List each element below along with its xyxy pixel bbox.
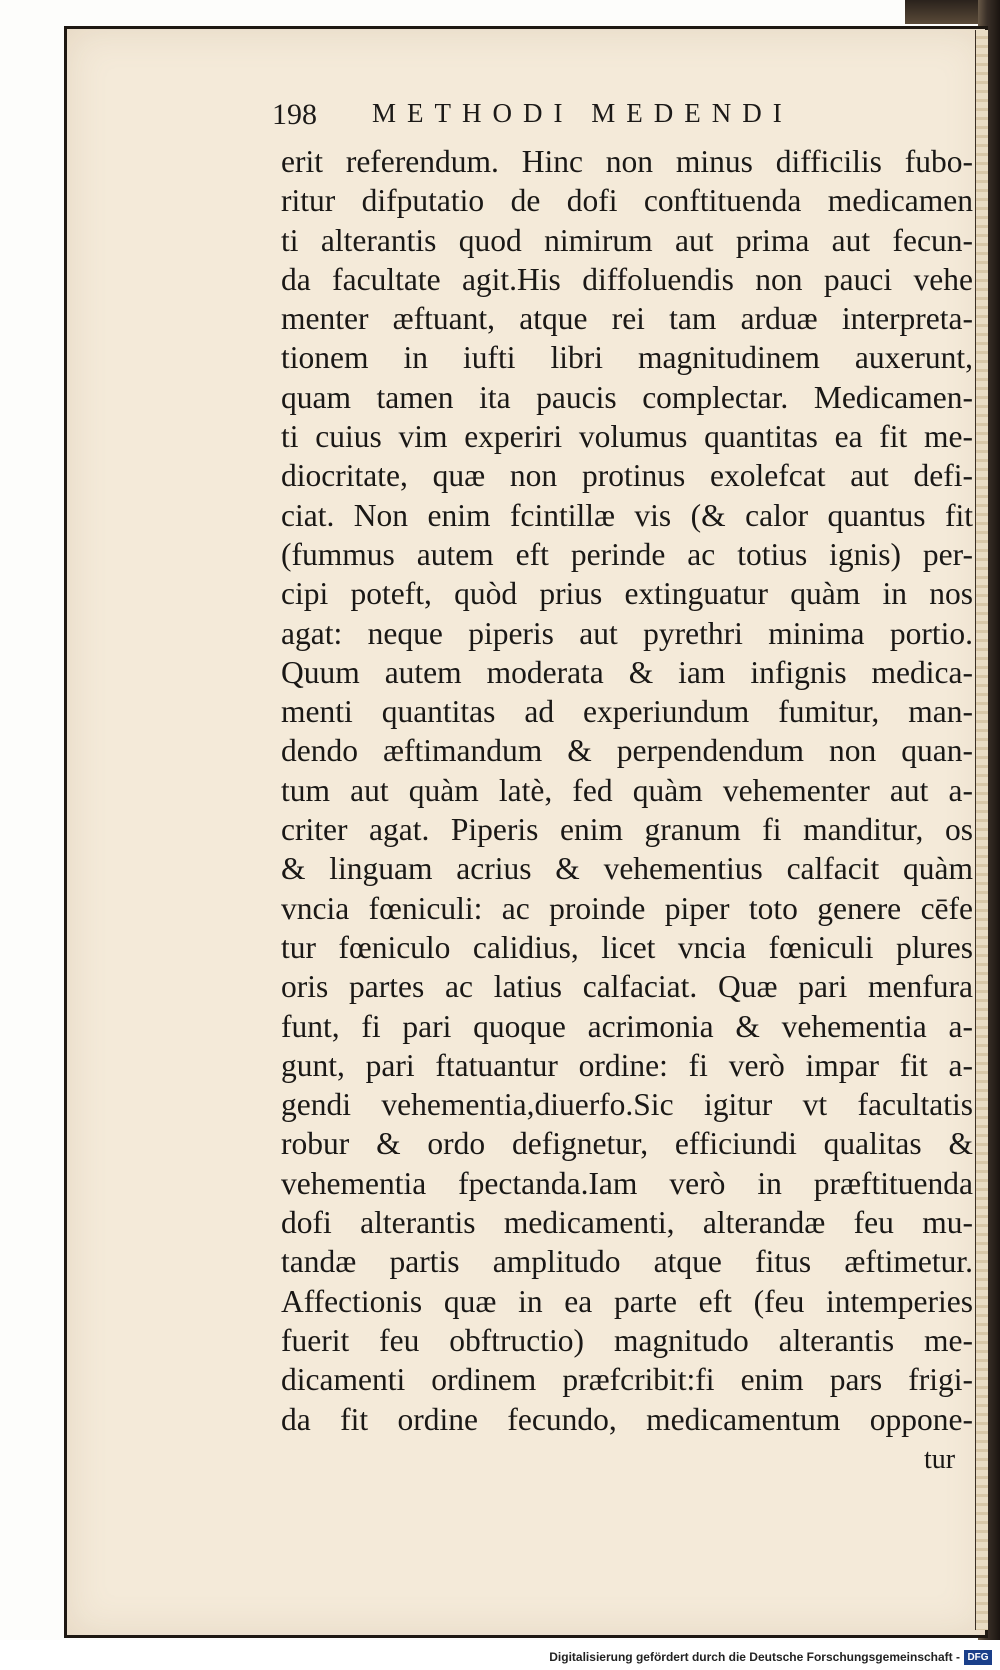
text-line: quam tamen ita paucis complectar. Medicamen- bbox=[281, 379, 973, 415]
text-line: ti cuius vim experiri volumus quantitas ea fit me- bbox=[281, 419, 973, 455]
text-line: robur & ordo defignetur, efficiundi qualitas & bbox=[281, 1126, 973, 1162]
text-line: gunt, pari ftatuantur ordine: fi verò impar fit a- bbox=[281, 1047, 973, 1083]
text-line: dicamenti ordinem præfcribit:fi enim pars frigi- bbox=[281, 1362, 973, 1398]
catchword: tur bbox=[924, 1444, 956, 1475]
text-line: cipi poteft, quòd prius extinguatur quàm in nos bbox=[281, 576, 973, 612]
funding-credit: Digitalisierung gefördert durch die Deutsche Forschungsgemeinschaft - bbox=[549, 1650, 960, 1664]
text-line: (fummus autem eft perinde ac totius ignis) per- bbox=[281, 536, 973, 572]
text-line: ti alterantis quod nimirum aut prima aut fecun- bbox=[281, 222, 973, 258]
text-line: menti quantitas ad experiundum fumitur, man- bbox=[281, 694, 973, 730]
text-line: vehementia fpectanda.Iam verò in præftituenda bbox=[281, 1165, 973, 1201]
text-line: ciat. Non enim fcintillæ vis (& calor quantus fit bbox=[281, 497, 973, 533]
text-line: tionem in iufti libri magnitudinem auxerunt, bbox=[281, 340, 973, 376]
text-line: tur fœniculo calidius, licet vncia fœniculi plures bbox=[281, 929, 973, 965]
text-line: dendo æftimandum & perpendendum non quan- bbox=[281, 733, 973, 769]
text-line: diocritate, quæ non protinus exolefcat aut defi- bbox=[281, 458, 973, 494]
digitization-footer bbox=[0, 1648, 1000, 1670]
text-line: tandæ partis amplitudo atque fitus æftimetur. bbox=[281, 1244, 973, 1280]
text-line: tum aut quàm latè, fed quàm vehementer aut a- bbox=[281, 772, 973, 808]
page-fore-edge bbox=[975, 30, 988, 1630]
text-line: vncia fœniculi: ac proinde piper toto genere cēfe bbox=[281, 890, 973, 926]
text-line: oris partes ac latius calfaciat. Quæ pari menfura bbox=[281, 969, 973, 1005]
text-line: fuerit feu obftructio) magnitudo alterantis me- bbox=[281, 1322, 973, 1358]
page-header bbox=[272, 98, 872, 138]
text-line: gendi vehementia,diuerfo.Sic igitur vt facultatis bbox=[281, 1087, 973, 1123]
text-line: da facultate agit.His diffoluendis non pauci vehe bbox=[281, 261, 973, 297]
text-line: dofi alterantis medicamenti, alterandæ feu mu- bbox=[281, 1205, 973, 1241]
text-line: da fit ordine fecundo, medicamentum oppone- bbox=[281, 1401, 973, 1437]
dfg-logo: DFG bbox=[964, 1650, 992, 1665]
text-line: criter agat. Piperis enim granum fi manditur, os bbox=[281, 812, 973, 848]
text-line: agat: neque piperis aut pyrethri minima portio. bbox=[281, 615, 973, 651]
text-line: erit referendum. Hinc non minus difficilis fubo- bbox=[281, 144, 973, 179]
text-line: & linguam acrius & vehementius calfacit quàm bbox=[281, 851, 973, 887]
body-text bbox=[281, 142, 973, 1439]
text-line: funt, fi pari quoque acrimonia & vehementia a- bbox=[281, 1008, 973, 1044]
text-line: Affectionis quæ in ea parte eft (feu intemperies bbox=[281, 1283, 973, 1319]
text-line: Quum autem moderata & iam infignis medica- bbox=[281, 654, 973, 690]
text-line: ritur difputatio de dofi conftituenda medicamen bbox=[281, 183, 973, 219]
text-line: menter æftuant, atque rei tam arduæ interpreta- bbox=[281, 301, 973, 337]
running-head: METHODI MEDENDI bbox=[372, 98, 793, 128]
page-number: 198 bbox=[272, 98, 317, 131]
